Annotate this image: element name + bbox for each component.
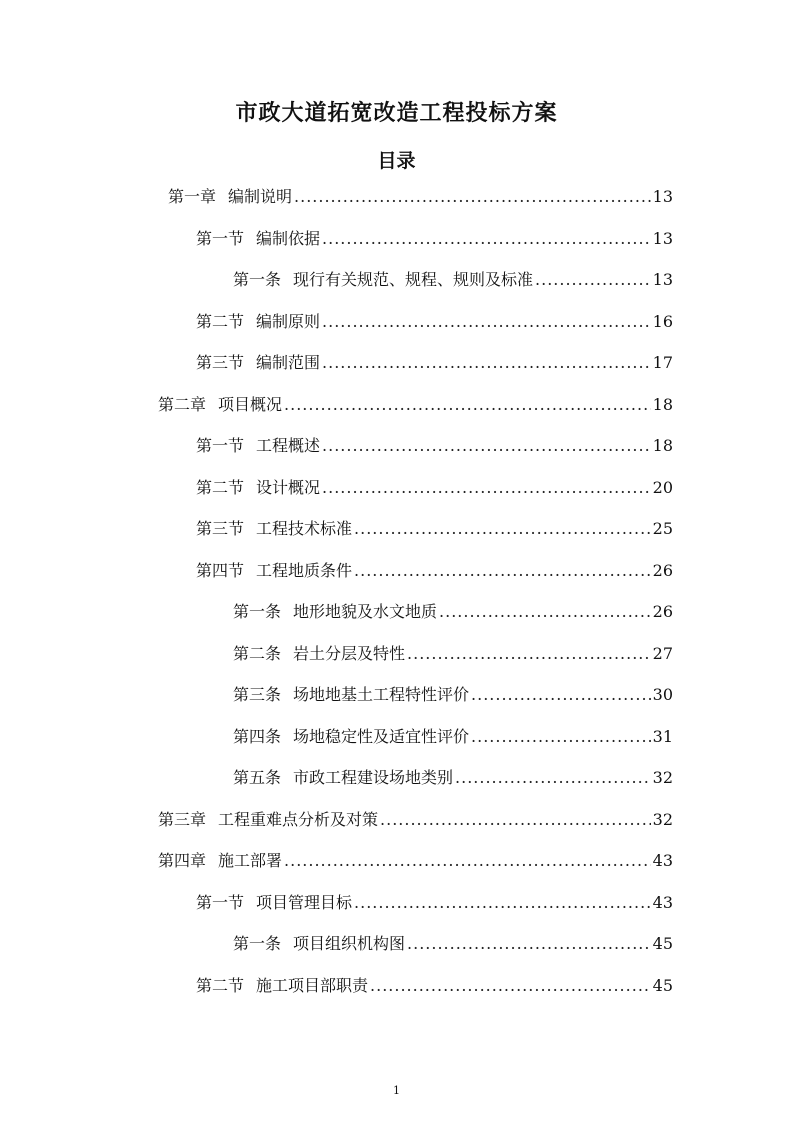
toc-dot-leader bbox=[370, 976, 651, 995]
toc-entry-number: 第二节 bbox=[196, 975, 245, 995]
toc-entry-title: 场地地基土工程特性评价 bbox=[293, 685, 470, 704]
toc-entry-page: 26 bbox=[652, 602, 673, 621]
toc-entry-page: 13 bbox=[652, 228, 673, 248]
toc-dot-leader bbox=[354, 893, 651, 912]
toc-entry-page: 43 bbox=[652, 892, 673, 912]
toc-entry-page: 32 bbox=[652, 768, 673, 787]
toc-entry-page: 30 bbox=[652, 685, 673, 704]
toc-entry-page: 25 bbox=[652, 519, 673, 538]
toc-dot-leader bbox=[322, 353, 651, 372]
page-number: 1 bbox=[393, 1084, 400, 1097]
toc-entry-title: 编制原则 bbox=[256, 311, 321, 331]
toc-dot-leader bbox=[354, 561, 651, 580]
toc-entry-number: 第二章 bbox=[158, 394, 207, 414]
toc-entry-title: 市政工程建设场地类别 bbox=[293, 768, 454, 787]
toc-entry-title: 工程技术标准 bbox=[256, 519, 353, 538]
toc-entry-title: 编制范围 bbox=[256, 353, 321, 372]
toc-entry-page: 43 bbox=[652, 851, 673, 870]
toc-entry-page: 32 bbox=[652, 809, 673, 829]
toc-entry-title: 项目概况 bbox=[218, 394, 283, 414]
toc-entry-number: 第五条 bbox=[233, 768, 282, 787]
toc-entry-number: 第二节 bbox=[196, 311, 245, 331]
toc-dot-leader bbox=[380, 810, 651, 829]
toc-dot-leader bbox=[354, 519, 651, 538]
toc-entry-number: 第一条 bbox=[233, 602, 282, 621]
toc-entry[interactable] bbox=[196, 516, 673, 542]
toc-dot-leader bbox=[284, 395, 651, 414]
toc-entry-title: 场地稳定性及适宜性评价 bbox=[293, 726, 470, 746]
toc-entry[interactable] bbox=[233, 641, 673, 667]
toc-entry[interactable] bbox=[158, 807, 673, 833]
toc-entry-page: 13 bbox=[652, 270, 673, 289]
toc-entry-title: 岩土分层及特性 bbox=[293, 643, 406, 663]
toc-entry-page: 16 bbox=[652, 311, 673, 331]
toc-entry-number: 第一章 bbox=[168, 187, 217, 206]
toc-entry-number: 第三节 bbox=[196, 519, 245, 538]
toc-entry-page: 45 bbox=[652, 934, 673, 953]
toc-entry-number: 第四章 bbox=[158, 851, 207, 870]
toc-entry[interactable] bbox=[196, 475, 673, 501]
toc-entry-number: 第四节 bbox=[196, 560, 245, 580]
toc-entry[interactable] bbox=[233, 765, 673, 791]
toc-entry-title: 地形地貌及水文地质 bbox=[293, 602, 438, 621]
toc-entry-page: 20 bbox=[652, 477, 673, 497]
toc-entry-title: 编制说明 bbox=[228, 187, 293, 206]
toc-entry-page: 17 bbox=[652, 353, 673, 372]
toc-entry-title: 工程概述 bbox=[256, 436, 321, 455]
toc-dot-leader bbox=[294, 187, 651, 206]
toc-entry-number: 第一节 bbox=[196, 228, 245, 248]
toc-heading: 目录 bbox=[377, 150, 416, 172]
toc-dot-leader bbox=[322, 436, 651, 455]
toc-entry[interactable] bbox=[233, 931, 673, 957]
toc-dot-leader bbox=[407, 644, 651, 663]
toc-entry[interactable] bbox=[158, 848, 673, 874]
toc-entry-title: 设计概况 bbox=[256, 477, 321, 497]
toc-entry[interactable] bbox=[158, 392, 673, 418]
toc-entry-number: 第二节 bbox=[196, 477, 245, 497]
toc-entry-number: 第一条 bbox=[233, 934, 282, 953]
toc-entry[interactable] bbox=[233, 267, 673, 293]
toc-entry-page: 18 bbox=[652, 394, 673, 414]
toc-entry-number: 第三章 bbox=[158, 809, 207, 829]
toc-dot-leader bbox=[322, 478, 651, 497]
toc-entry[interactable] bbox=[196, 890, 673, 916]
toc-dot-leader bbox=[471, 685, 651, 704]
toc-entry-title: 工程地质条件 bbox=[256, 560, 353, 580]
toc-entry-title: 施工项目部职责 bbox=[256, 975, 369, 995]
toc-entry-number: 第四条 bbox=[233, 726, 282, 746]
toc-dot-leader bbox=[455, 768, 651, 787]
toc-entry-page: 45 bbox=[652, 975, 673, 995]
toc-entry-page: 13 bbox=[652, 187, 673, 206]
toc-dot-leader bbox=[471, 727, 651, 746]
toc-dot-leader bbox=[284, 851, 651, 870]
toc-entry-number: 第二条 bbox=[233, 643, 282, 663]
document-title: 市政大道拓宽改造工程投标方案 bbox=[235, 101, 558, 126]
toc-entry[interactable] bbox=[196, 558, 673, 584]
toc-entry-page: 31 bbox=[652, 726, 673, 746]
toc-entry-page: 27 bbox=[652, 643, 673, 663]
toc-dot-leader bbox=[322, 229, 651, 248]
toc-entry[interactable] bbox=[233, 682, 673, 708]
toc-entry[interactable] bbox=[196, 226, 673, 252]
toc-dot-leader bbox=[407, 934, 651, 953]
toc-entry-page: 26 bbox=[652, 560, 673, 580]
toc-entry-title: 施工部署 bbox=[218, 851, 283, 870]
toc-entry[interactable] bbox=[233, 599, 673, 625]
toc-entry-number: 第一条 bbox=[233, 270, 282, 289]
toc-entry-title: 工程重难点分析及对策 bbox=[218, 809, 379, 829]
toc-entry-title: 项目管理目标 bbox=[256, 892, 353, 912]
toc-dot-leader bbox=[535, 270, 651, 289]
toc-entry-title: 编制依据 bbox=[256, 228, 321, 248]
toc-entry[interactable] bbox=[196, 309, 673, 335]
toc-entry-number: 第一节 bbox=[196, 892, 245, 912]
toc-entry-page: 18 bbox=[652, 436, 673, 455]
toc-entry[interactable] bbox=[196, 973, 673, 999]
toc-entry[interactable] bbox=[196, 433, 673, 459]
toc-dot-leader bbox=[322, 312, 651, 331]
toc-entry-number: 第三节 bbox=[196, 353, 245, 372]
toc-entry-title: 项目组织机构图 bbox=[293, 934, 406, 953]
toc-dot-leader bbox=[439, 602, 651, 621]
toc-entry[interactable] bbox=[196, 350, 673, 376]
toc-entry[interactable] bbox=[168, 184, 673, 210]
toc-entry-title: 现行有关规范、规程、规则及标准 bbox=[293, 270, 534, 289]
toc-entry[interactable] bbox=[233, 724, 673, 750]
toc-entry-number: 第三条 bbox=[233, 685, 282, 704]
toc-entry-number: 第一节 bbox=[196, 436, 245, 455]
